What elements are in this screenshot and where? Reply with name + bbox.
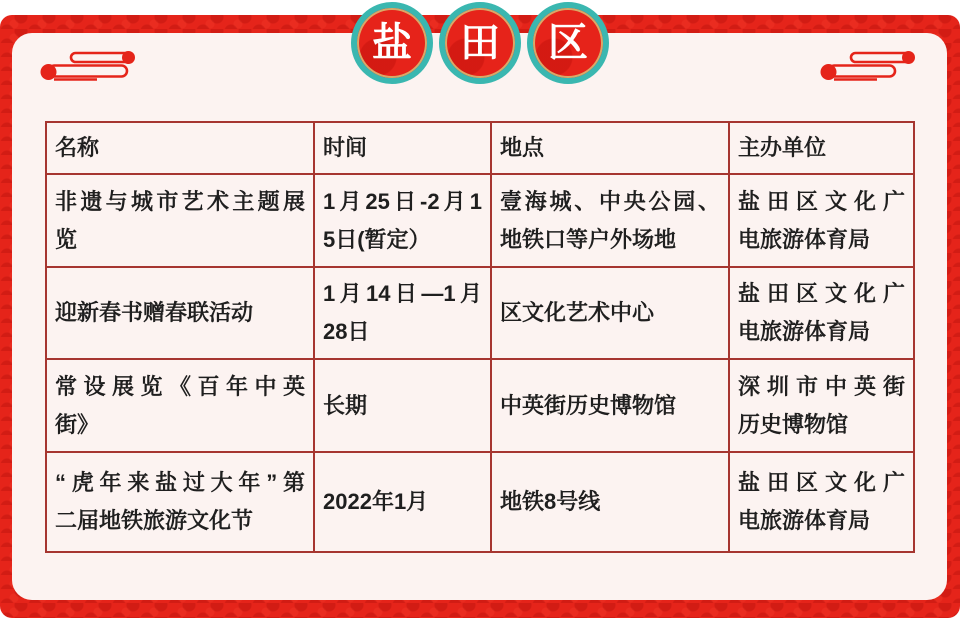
table-row <box>46 267 914 359</box>
events-table <box>45 121 915 553</box>
cell-event-time: 2022年1月 <box>314 452 491 552</box>
cell-event-name: 常设展览《百年中英 街》 <box>46 359 314 452</box>
cell-event-location: 区文化艺术中心 <box>491 267 729 359</box>
column-header-name: 名称 <box>46 122 314 174</box>
title-circle <box>439 2 521 84</box>
title-circle-char: 田 <box>460 21 500 65</box>
cell-event-location: 中英街历史博物馆 <box>491 359 729 452</box>
cell-event-organizer: 深圳市中英街 历史博物馆 <box>729 359 914 452</box>
cell-event-organizer: 盐田区文化广 电旅游体育局 <box>729 267 914 359</box>
cell-event-organizer: 盐田区文化广 电旅游体育局 <box>729 174 914 267</box>
title-circle-char: 区 <box>548 21 588 65</box>
title-circle <box>527 2 609 84</box>
cell-event-name: “虎年来盐过大年”第 二届地铁旅游文化节 <box>46 452 314 552</box>
table-row <box>46 452 914 552</box>
cell-event-name: 非遗与城市艺术主题展 览 <box>46 174 314 267</box>
cell-event-name: 迎新春书赠春联活动 <box>46 267 314 359</box>
cell-event-organizer: 盐田区文化广 电旅游体育局 <box>729 452 914 552</box>
table-row <box>46 174 914 267</box>
cell-event-location: 地铁8号线 <box>491 452 729 552</box>
column-header-organizer: 主办单位 <box>729 122 914 174</box>
column-header-time: 时间 <box>314 122 491 174</box>
cell-event-location: 壹海城、中央公园、 地铁口等户外场地 <box>491 174 729 267</box>
cell-event-time: 1月14日—1月 28日 <box>314 267 491 359</box>
district-title-badge <box>0 2 960 84</box>
table-row <box>46 359 914 452</box>
title-circle <box>351 2 433 84</box>
header-row <box>46 122 914 174</box>
cell-event-time: 1月25日-2月1 5日(暂定） <box>314 174 491 267</box>
column-header-location: 地点 <box>491 122 729 174</box>
title-circle-char: 盐 <box>372 21 412 65</box>
cell-event-time: 长期 <box>314 359 491 452</box>
